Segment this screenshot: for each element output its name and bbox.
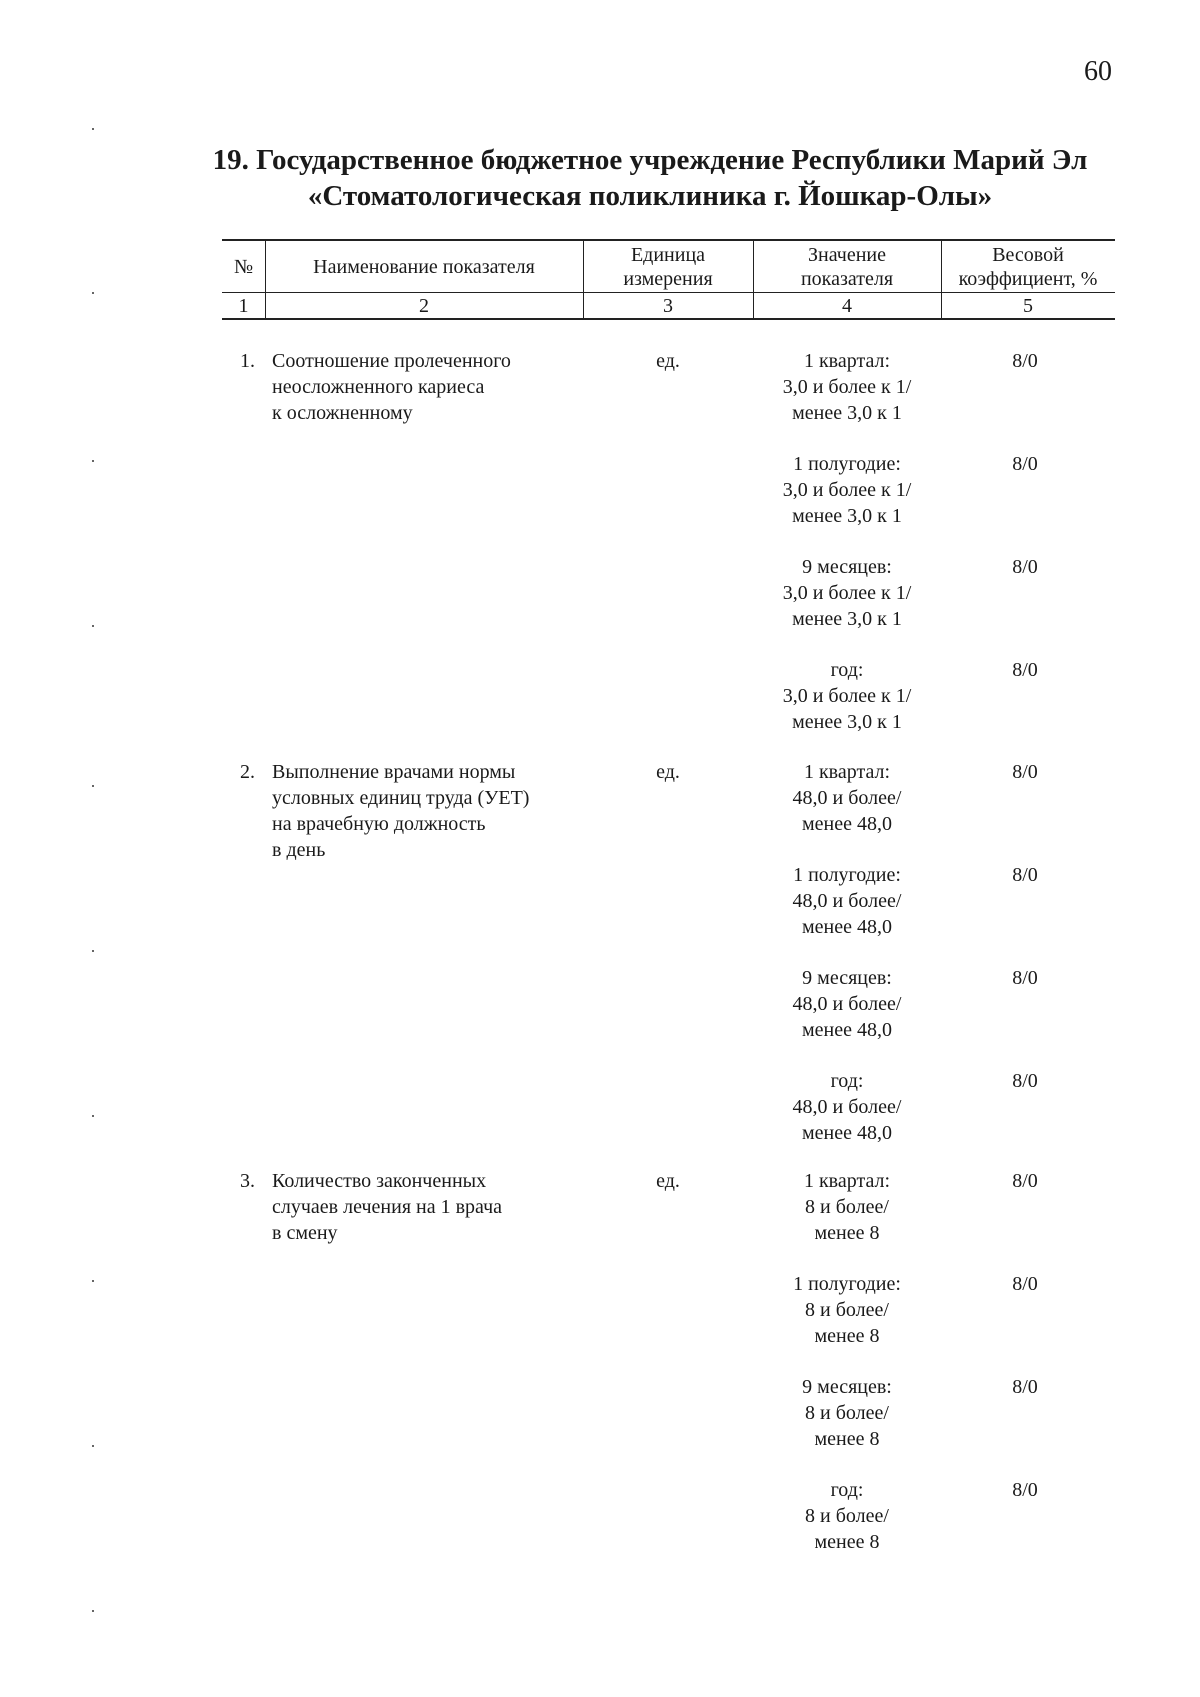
column-number: 5 <box>1023 295 1033 317</box>
weight-coefficient: 8/0 <box>1012 453 1038 475</box>
title-line-2: «Стоматологическая поликлиника г. Йошкар-Олы» <box>307 180 993 212</box>
period-label: год: <box>830 1479 864 1501</box>
row-number: 3. <box>240 1170 255 1192</box>
header-value-line-2: показателя <box>800 268 894 290</box>
indicator-name-line: Соотношение пролеченного <box>272 350 511 372</box>
document-title <box>150 142 1150 214</box>
scan-speck <box>92 128 94 130</box>
period-label: 9 месяцев: <box>802 556 892 578</box>
unit-of-measure: ед. <box>656 1170 680 1192</box>
period-label: 1 квартал: <box>803 761 891 783</box>
value-threshold: 48,0 и более/ <box>792 1096 902 1118</box>
unit-of-measure: ед. <box>656 350 680 372</box>
weight-coefficient: 8/0 <box>1012 967 1038 989</box>
scan-speck <box>92 460 94 462</box>
period-label: год: <box>830 1070 864 1092</box>
indicator-name-line: в день <box>272 839 326 861</box>
period-label: 1 полугодие: <box>793 453 901 475</box>
row-number: 1. <box>240 350 255 372</box>
period-label: 1 полугодие: <box>793 1273 901 1295</box>
header-mid-rule <box>222 292 1115 293</box>
value-threshold-below: менее 3,0 к 1 <box>792 505 902 527</box>
value-threshold: 3,0 и более к 1/ <box>782 582 912 604</box>
indicator-name-line: неосложненного кариеса <box>272 376 485 398</box>
value-threshold-below: менее 8 <box>814 1222 880 1244</box>
scan-speck <box>92 1115 94 1117</box>
value-threshold: 8 и более/ <box>805 1299 889 1321</box>
value-threshold: 8 и более/ <box>805 1402 889 1424</box>
indicator-name-line: Выполнение врачами нормы <box>272 761 516 783</box>
scan-speck <box>92 950 94 952</box>
value-threshold: 3,0 и более к 1/ <box>782 376 912 398</box>
header-value-line-1: Значение <box>807 244 887 266</box>
weight-coefficient: 8/0 <box>1012 1376 1038 1398</box>
value-threshold-below: менее 48,0 <box>802 813 892 835</box>
row-number: 2. <box>240 761 255 783</box>
weight-coefficient: 8/0 <box>1012 1070 1038 1092</box>
weight-coefficient: 8/0 <box>1012 1170 1038 1192</box>
value-threshold-below: менее 48,0 <box>802 916 892 938</box>
page-number: 60 <box>1084 56 1112 87</box>
header-bottom-rule <box>222 318 1115 320</box>
header-weight-line-2: коэффициент, % <box>958 268 1098 290</box>
scan-speck <box>92 1280 94 1282</box>
weight-coefficient: 8/0 <box>1012 761 1038 783</box>
weight-coefficient: 8/0 <box>1012 864 1038 886</box>
value-threshold: 48,0 и более/ <box>792 787 902 809</box>
value-threshold: 3,0 и более к 1/ <box>782 685 912 707</box>
value-threshold: 48,0 и более/ <box>792 890 902 912</box>
scan-speck <box>92 1610 94 1612</box>
value-threshold: 3,0 и более к 1/ <box>782 479 912 501</box>
indicator-name-line: Количество законченных <box>272 1170 487 1192</box>
column-number: 4 <box>842 295 852 317</box>
scan-speck <box>92 625 94 627</box>
period-label: 1 квартал: <box>803 350 891 372</box>
column-number: 1 <box>238 295 249 317</box>
column-number: 2 <box>419 295 429 317</box>
value-threshold-below: менее 3,0 к 1 <box>792 608 902 630</box>
indicator-name-line: случаев лечения на 1 врача <box>272 1196 503 1218</box>
scan-speck <box>92 785 94 787</box>
scan-speck <box>92 1445 94 1447</box>
period-label: 9 месяцев: <box>802 1376 892 1398</box>
unit-of-measure: ед. <box>656 761 680 783</box>
header-unit-line-1: Единица <box>630 244 706 266</box>
period-label: 1 квартал: <box>803 1170 891 1192</box>
header-unit-line-2: измерения <box>623 268 713 290</box>
title-line-1: 19. Государственное бюджетное учреждение Республики Марий Эл <box>212 144 1088 176</box>
value-threshold-below: менее 8 <box>814 1428 880 1450</box>
scan-speck <box>92 292 94 294</box>
value-threshold-below: менее 8 <box>814 1325 880 1347</box>
value-threshold-below: менее 8 <box>814 1531 880 1553</box>
indicator-name-line: к осложненному <box>272 402 413 424</box>
period-label: 9 месяцев: <box>802 967 892 989</box>
value-threshold: 8 и более/ <box>805 1196 889 1218</box>
period-label: 1 полугодие: <box>793 864 901 886</box>
indicator-name-line: в смену <box>272 1222 338 1244</box>
period-label: год: <box>830 659 864 681</box>
value-threshold: 48,0 и более/ <box>792 993 902 1015</box>
value-threshold-below: менее 3,0 к 1 <box>792 711 902 733</box>
indicator-name-line: условных единиц труда (УЕТ) <box>272 787 530 809</box>
weight-coefficient: 8/0 <box>1012 1479 1038 1501</box>
header-no: № <box>233 256 254 278</box>
value-threshold: 8 и более/ <box>805 1505 889 1527</box>
indicator-name-line: на врачебную должность <box>272 813 486 835</box>
weight-coefficient: 8/0 <box>1012 659 1038 681</box>
weight-coefficient: 8/0 <box>1012 1273 1038 1295</box>
column-number: 3 <box>663 295 673 317</box>
value-threshold-below: менее 48,0 <box>802 1019 892 1041</box>
weight-coefficient: 8/0 <box>1012 556 1038 578</box>
header-name: Наименование показателя <box>313 256 535 278</box>
header-top-rule <box>222 239 1115 241</box>
value-threshold-below: менее 48,0 <box>802 1122 892 1144</box>
header-weight-line-1: Весовой <box>992 244 1064 266</box>
weight-coefficient: 8/0 <box>1012 350 1038 372</box>
value-threshold-below: менее 3,0 к 1 <box>792 402 902 424</box>
